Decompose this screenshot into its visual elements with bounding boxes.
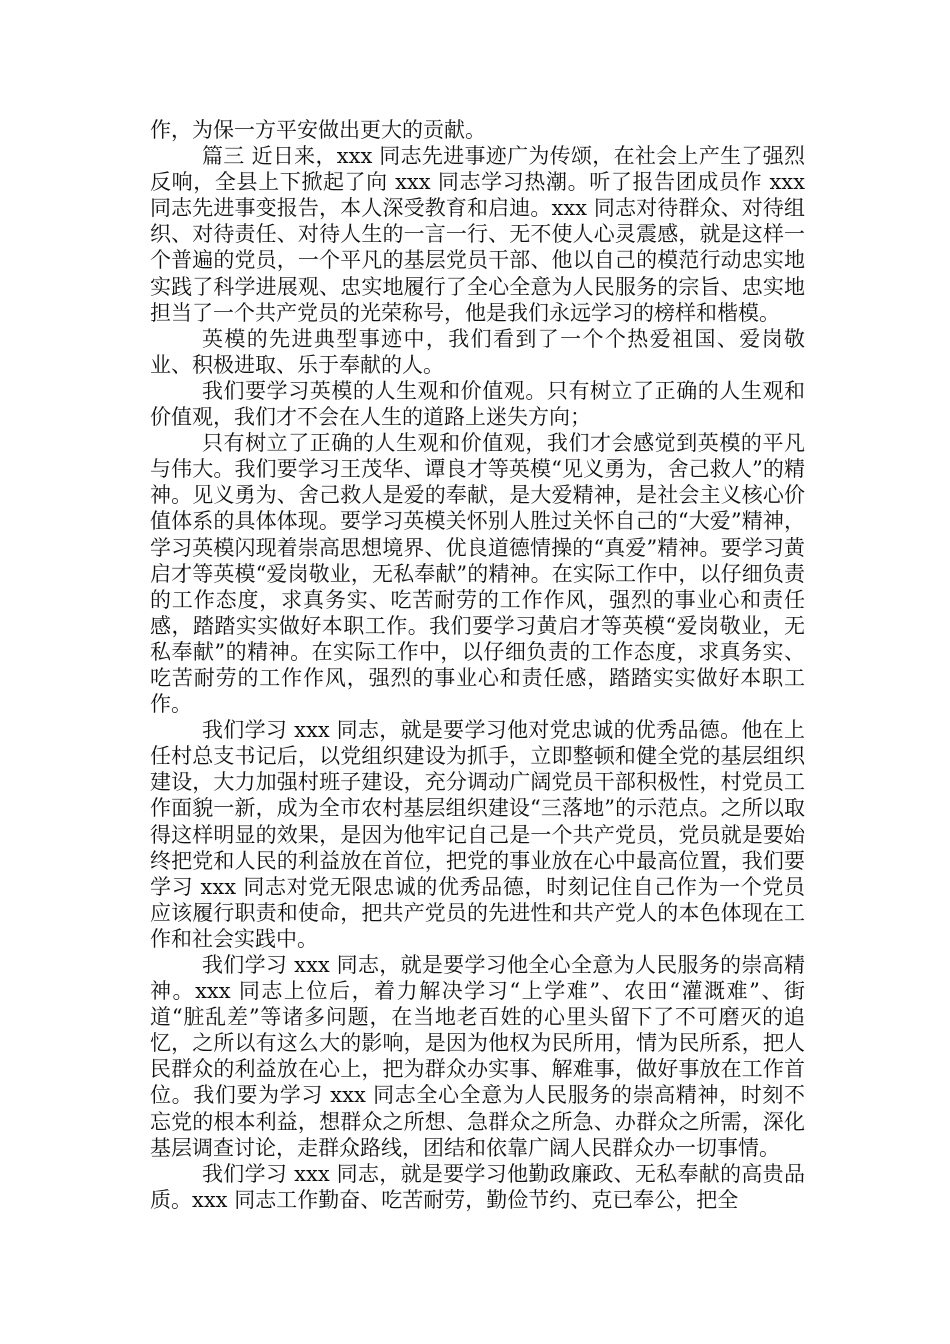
paragraph-role-models: 英模的先进典型事迹中，我们看到了一个个热爱祖国、爱岗敬业、积极进取、乐于奉献的人。 xyxy=(150,326,805,377)
paragraph-part-three-intro: 篇三 近日来，xxx 同志先进事迹广为传颂，在社会上产生了强烈反响，全县上下掀起了向 xxx 同志学习热潮。听了报告团成员作 xxx 同志先进事变报告，本人深受教育和启迪。xxx 同志对待群众、对待组织、对待责任、对待人生的一言一行、无不使人心灵震感，就是这样一个普遍的党员，一个平凡的基层党员干部、他以自己的模范行动忠实地实践了科学进展观、忠实地履行了全心全意为人民服务的宗旨、忠实地担当了一个共产党员的光荣称号，他是我们永远学习的榜样和楷模。 xyxy=(150,144,805,325)
paragraph-integrity: 我们学习 xxx 同志，就是要学习他勤政廉政、无私奉献的高贵品质。xxx 同志工作勤奋、吃苦耐劳，勤俭节约、克已奉公，把全 xyxy=(150,1161,805,1212)
paragraph-party-loyalty: 我们学习 xxx 同志，就是要学习他对党忠诚的优秀品德。他在上任村总支书记后，以党组织建设为抓手，立即整顿和健全党的基层组织建设，大力加强村班子建设，充分调动广阔党员干部积极性，村党员工作面貌一新，成为全市农村基层组织建设“三落地”的示范点。之所以取得这样明显的效果，是因为他牢记自己是一个共产党员，党员就是要始终把党和人民的利益放在首位，把党的事业放在心中最高位置，我们要学习 xxx 同志对党无限忠诚的优秀品德，时刻记住自己作为一个党员应该履行职责和使命，把共产党员的先进性和共产党人的本色体现在工作和社会实践中。 xyxy=(150,718,805,951)
paragraph-heroic-spirit: 只有树立了正确的人生观和价值观，我们才会感觉到英模的平凡与伟大。我们要学习王茂华、谭良才等英模“见义勇为，舍己救人”的精神。见义勇为、舍己救人是爱的奉献，是大爱精神，是社会主义核心价值体系的具体体现。要学习英模关怀别人胜过关怀自己的“大爱”精神，学习英模闪现着崇高思想境界、优良道德情操的“真爱”精神。要学习黄启才等英模“爱岗敬业，无私奉献”的精神。在实际工作中，以仔细负责的工作态度，求真务实、吃苦耐劳的工作作风，强烈的事业心和责任感，踏踏实实做好本职工作。我们要学习黄启才等英模“爱岗敬业，无私奉献”的精神。在实际工作中，以仔细负责的工作态度，求真务实、吃苦耐劳的工作作风，强烈的事业心和责任感，踏踏实实做好本职工作。 xyxy=(150,431,805,717)
paragraph-serve-people: 我们学习 xxx 同志，就是要学习他全心全意为人民服务的崇高精神。xxx 同志上位后，着力解决学习“上学难”、农田“灌溉难”、街道“脏乱差”等诸多问题，在当地老百姓的心里头留下了不可磨灭的追忆，之所以有这么大的影响，是因为他权为民所用，情为民所系，把人民群众的利益放在心上，把为群众办实事、解难事，做好事放在工作首位。我们要为学习 xxx 同志全心全意为人民服务的崇高精神，时刻不忘党的根本利益，想群众之所想、急群众之所急、办群众之所需，深化基层调查讨论，走群众路线，团结和依靠广阔人民群众办一切事情。 xyxy=(150,953,805,1160)
paragraph-continuation: 作，为保一方平安做出更大的贡献。 xyxy=(150,118,486,142)
document-body xyxy=(150,117,805,1213)
paragraph-values: 我们要学习英模的人生观和价值观。只有树立了正确的人生观和价值观，我们才不会在人生的道路上迷失方向； xyxy=(150,378,805,430)
